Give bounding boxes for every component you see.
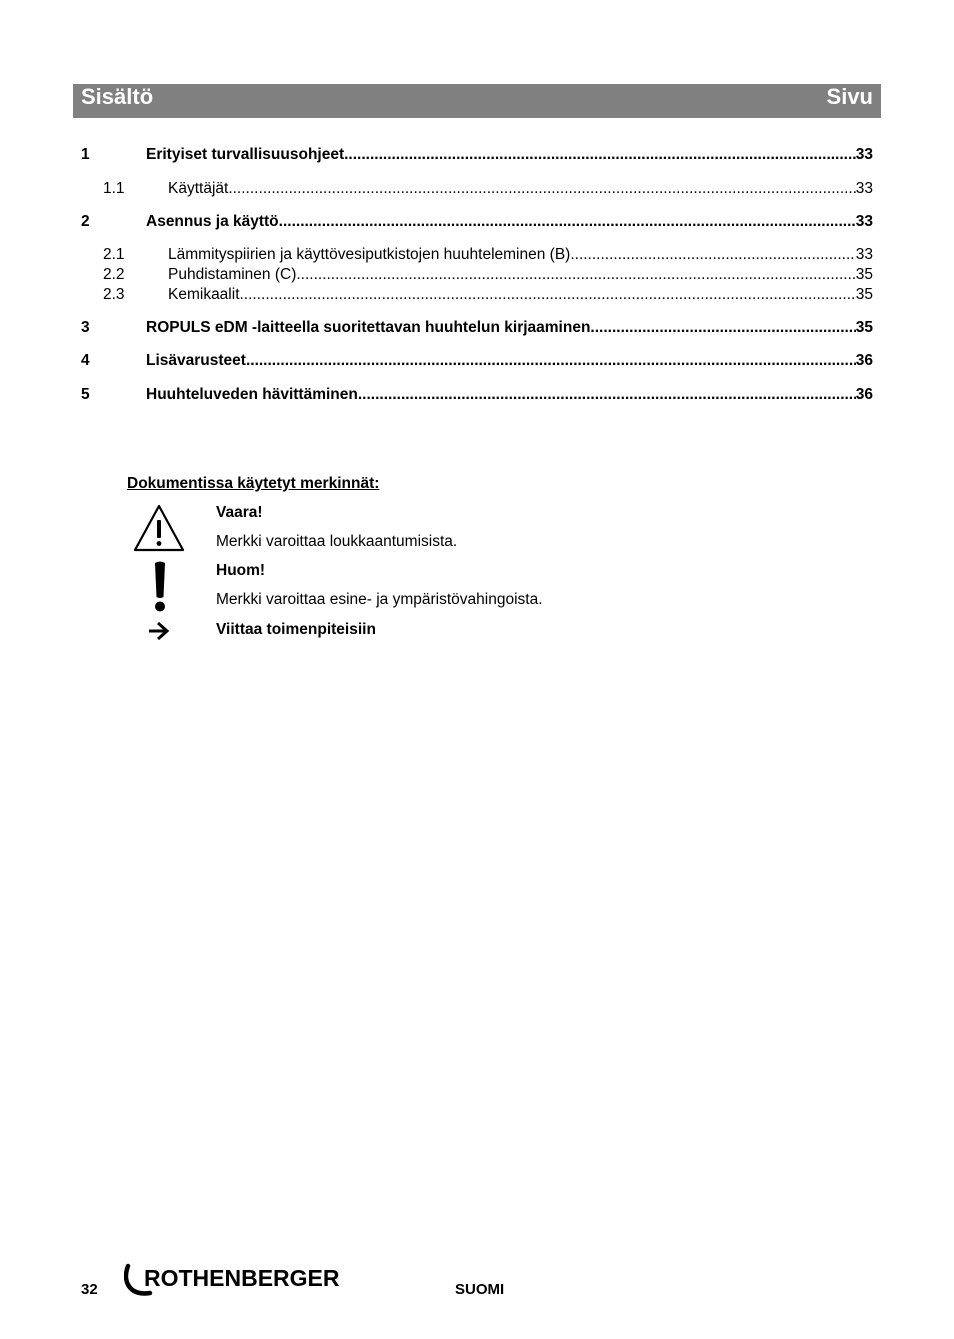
toc-entry[interactable] <box>81 212 873 232</box>
toc-title: Puhdistaminen (C) <box>168 266 297 283</box>
toc-number: 1 <box>81 146 90 163</box>
toc-entry[interactable] <box>81 265 873 285</box>
toc-title: Asennus ja käyttö <box>146 213 279 230</box>
dot-leader <box>228 179 855 199</box>
dot-leader <box>358 385 856 405</box>
dot-leader <box>590 318 855 338</box>
arrow-right-icon <box>148 621 172 641</box>
toc-number: 2 <box>81 213 90 230</box>
toc-title: Lisävarusteet <box>146 352 246 369</box>
toc-page: 33 <box>855 246 873 263</box>
toc-title: ROPULS eDM -laitteella suoritettavan huuhtelun kirjaaminen <box>146 319 591 336</box>
exclamation-icon <box>150 560 170 614</box>
toc-number: 5 <box>81 386 90 403</box>
toc-entry[interactable] <box>81 285 873 305</box>
toc-number: 2.2 <box>103 266 125 283</box>
toc-page: 36 <box>855 386 873 403</box>
toc-entry[interactable] <box>81 385 873 405</box>
toc-page: 33 <box>855 146 873 163</box>
toc-entry[interactable] <box>81 351 873 371</box>
toc-entry[interactable] <box>81 318 873 338</box>
dot-leader <box>240 285 856 305</box>
rothenberger-logo <box>124 1262 364 1298</box>
notice-description: Merkki varoittaa esine- ja ympäristövahingoista. <box>216 591 543 608</box>
toc-entry[interactable] <box>81 179 873 199</box>
contents-title: Sisältö <box>81 84 154 109</box>
dot-leader <box>246 351 856 371</box>
contents-header-bar <box>73 84 881 118</box>
toc-number: 2.1 <box>103 246 125 263</box>
toc-title: Kemikaalit <box>168 286 240 303</box>
toc-title: Lämmityspiirien ja käyttövesiputkistojen huuhteleminen (B) <box>168 246 571 263</box>
toc-title: Käyttäjät <box>168 180 229 197</box>
dot-leader <box>279 212 856 232</box>
legend-title: Dokumentissa käytetyt merkinnät: <box>127 475 380 492</box>
toc-number: 4 <box>81 352 90 369</box>
toc-page: 35 <box>855 286 873 303</box>
toc-page: 36 <box>855 352 873 369</box>
danger-label: Vaara! <box>216 504 263 521</box>
language-label: SUOMI <box>455 1281 505 1298</box>
toc-title: Erityiset turvallisuusohjeet <box>146 146 345 163</box>
toc-page: 35 <box>855 266 873 283</box>
toc-page: 33 <box>855 213 873 230</box>
brand-text: ROTHENBERGER <box>144 1265 340 1291</box>
action-label: Viittaa toimenpiteisiin <box>216 621 376 638</box>
danger-description: Merkki varoittaa loukkaantumisista. <box>216 533 458 550</box>
toc-number: 1.1 <box>103 180 125 197</box>
toc-number: 2.3 <box>103 286 125 303</box>
toc-title: Huuhteluveden hävittäminen <box>146 386 358 403</box>
dot-leader <box>344 145 856 165</box>
dot-leader <box>296 265 855 285</box>
toc-entry[interactable] <box>81 245 873 265</box>
toc-entry[interactable] <box>81 145 873 165</box>
dot-leader <box>570 245 855 265</box>
notice-label: Huom! <box>216 562 266 579</box>
page-number: 32 <box>81 1281 98 1298</box>
warning-triangle-icon <box>132 503 186 553</box>
toc-number: 3 <box>81 319 90 336</box>
toc-page: 33 <box>855 180 873 197</box>
toc-page: 35 <box>855 319 873 336</box>
page-column-label: Sivu <box>826 84 873 109</box>
